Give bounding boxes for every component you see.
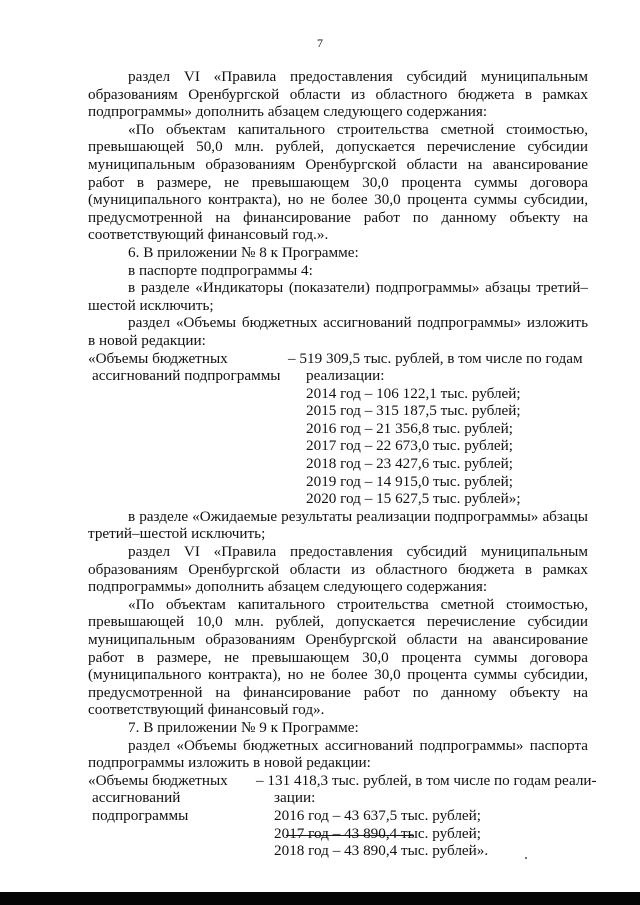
year-row: 2017 год – 22 673,0 тыс. рублей; — [306, 437, 514, 455]
paragraph-section-vi-intro: раздел VI «Правила предоставления субсидий муниципальным образованиям Оренбургской области из областного бюджета в рамках подпрограммы» дополнить абзацем следующего содержания: — [88, 68, 588, 121]
paragraph-appendix-9: 7. В приложении № 9 к Программе: — [128, 718, 359, 736]
scan-speck — [525, 857, 527, 859]
closing-rule — [286, 835, 414, 836]
year-row: 2016 год – 21 356,8 тыс. рублей; — [306, 419, 514, 437]
paragraph-appendix-8: 6. В приложении № 8 к Программе: — [128, 243, 359, 261]
scan-bottom-edge — [0, 892, 640, 905]
budget-volume-block-1 — [88, 350, 588, 508]
budget-volume-label: «Объемы бюджетных ассигнований подпрограммы — [88, 771, 228, 824]
year-row: 2016 год – 43 637,5 тыс. рублей; — [274, 806, 482, 824]
budget-volume-block-2 — [88, 771, 597, 860]
budget-volume-values: – 519 309,5 тыс. рублей, в том числе по годам реализации: 2014 год – 106 122,1 тыс. рублей; 2015 год – 315 187,5 тыс. рублей; 2016 год – 21 356,8 тыс. рублей; 2017 год – 22 673,0 тыс. рублей; 2018 год – 23 427,6 тыс. рублей; 2019 год – 14 915,0 тыс. рублей; 2020 год – 15 627,5 тыс. рублей»; — [288, 350, 588, 508]
paragraph-budget-volume-section: раздел «Объемы бюджетных ассигнований подпрограммы» изложить в новой редакции: — [88, 314, 588, 349]
paragraph-indicators-section: в разделе «Индикаторы (показатели) подпрограммы» абзацы третий–шестой исключить; — [88, 279, 588, 314]
budget-total: – 519 309,5 тыс. рублей, в том числе по годам — [288, 349, 583, 367]
paragraph-expected-results: в разделе «Ожидаемые результаты реализации подпрограммы» абзацы третий–шестой исключить; — [88, 507, 588, 543]
year-row: 2020 год – 15 627,5 тыс. рублей»; — [306, 490, 521, 508]
paragraph-budget-volume-passport: раздел «Объемы бюджетных ассигнований подпрограммы» паспорта подпрограммы изложить в новой редакции: — [88, 736, 588, 772]
budget-total: – 131 418,3 тыс. рублей, в том числе по годам реали- — [256, 771, 597, 789]
year-row: 2019 год – 14 915,0 тыс. рублей; — [306, 472, 514, 490]
document-body — [88, 68, 597, 860]
budget-volume-label: «Объемы бюджетных ассигнований подпрограммы — [88, 349, 281, 385]
paragraph-capital-construction-10: «По объектам капитального строительства сметной стоимостью, превышающей 10,0 млн. рублей, допускается перечисление субсидии муниципальным образованиям Оренбургской области на авансирование работ в размере, не превышающем 30,0 процента суммы договора (муниципального контракта), но не более 30,0 процента суммы субсидии, предусмотренной на финансирование работ по данному объекту на соответствующий финансовый год». — [88, 595, 588, 719]
paragraph-capital-construction-50: «По объектам капитального строительства сметной стоимостью, превышающей 50,0 млн. рублей, допускается перечисление субсидии муниципальным образованиям Оренбургской области на авансирование работ в размере, не превышающем 30,0 процента суммы договора (муниципального контракта), но не более 30,0 процента суммы субсидии, предусмотренной на финансирование работ по данному объекту на соответствующий финансовый год.». — [88, 120, 588, 244]
page-number: 7 — [317, 36, 323, 50]
year-row: 2014 год – 106 122,1 тыс. рублей; — [306, 384, 521, 402]
budget-volume-values: – 131 418,3 тыс. рублей, в том числе по годам реали- зации: 2016 год – 43 637,5 тыс. рублей; 2017 год – 43 890,4 тыс. рублей; 2018 год – 43 890,4 тыс. рублей». — [256, 771, 597, 860]
year-row: 2018 год – 43 890,4 тыс. рублей». — [274, 842, 489, 860]
paragraph-passport-subprogram-4: в паспорте подпрограммы 4: — [128, 261, 313, 279]
year-row: 2015 год – 315 187,5 тыс. рублей; — [306, 402, 521, 420]
year-row: 2018 год – 23 427,6 тыс. рублей; — [306, 455, 514, 473]
paragraph-section-vi-second: раздел VI «Правила предоставления субсидий муниципальным образованиям Оренбургской области из областного бюджета в рамках подпрограммы» дополнить абзацем следующего содержания: — [88, 543, 588, 596]
year-row: 2017 год – 43 890,4 тыс. рублей; — [274, 824, 482, 842]
